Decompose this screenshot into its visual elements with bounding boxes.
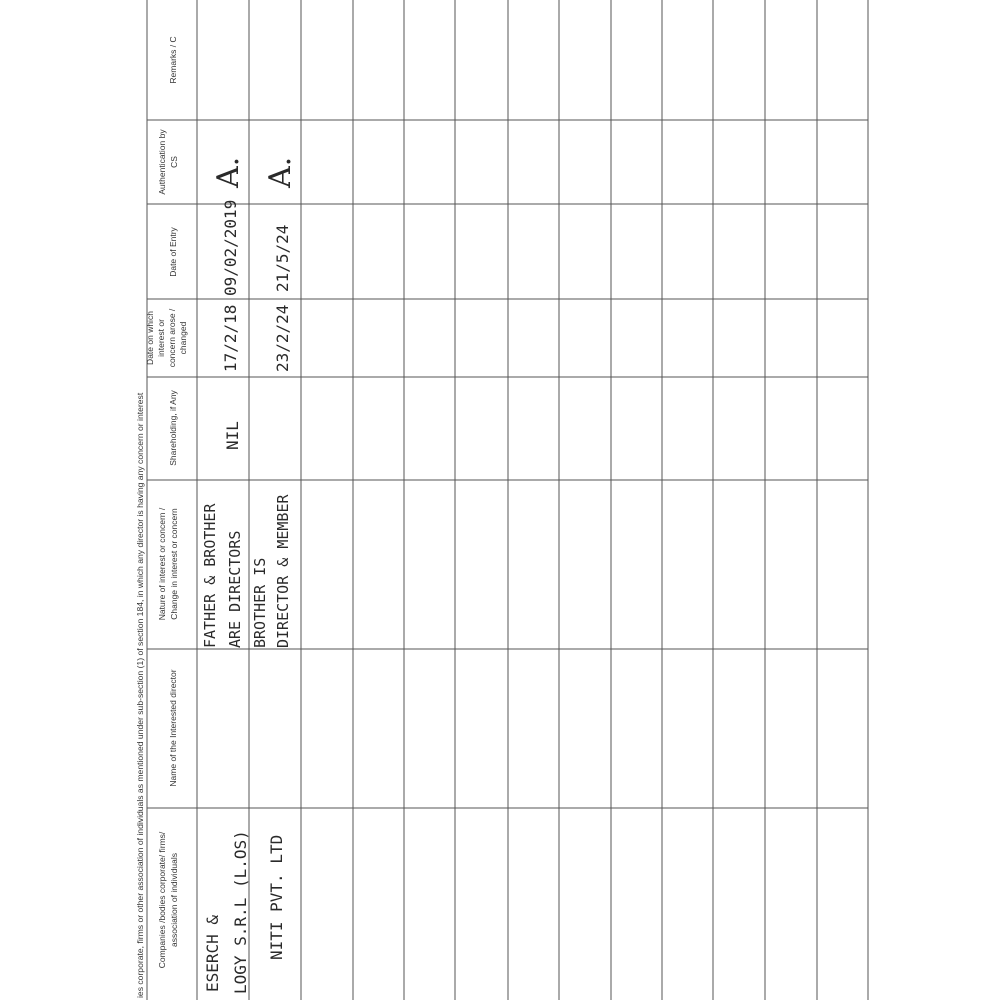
header-date-arose-line-3: concern arose / <box>167 308 177 368</box>
entry-row-2 <box>251 157 298 960</box>
header-date-arose-line-1: Date on which <box>145 311 155 365</box>
entry-1-authentication-signature: A. <box>211 156 246 188</box>
header-authentication-line-1: Authentication by <box>157 129 167 195</box>
table-grid <box>147 0 868 1000</box>
entry-2-authentication-signature: A. <box>263 156 298 188</box>
entry-2-nature-line-1: BROTHER IS <box>251 557 269 648</box>
entry-1-date-entry: 09/02/2019 <box>221 199 240 296</box>
entry-row-1 <box>201 157 250 994</box>
entry-1-nature-line-1: FATHER & BROTHER <box>201 503 219 648</box>
entry-2-nature-line-2: DIRECTOR & MEMBER <box>274 494 292 648</box>
header-companies <box>157 831 179 968</box>
header-date-arose <box>145 308 188 367</box>
header-nature <box>157 507 179 620</box>
header-authentication <box>157 129 179 195</box>
register-caption-group <box>135 392 145 998</box>
header-date-of-entry-line: Date of Entry <box>168 227 178 277</box>
entry-1-nature-line-2: ARE DIRECTORS <box>226 530 244 648</box>
header-date-arose-line-4: changed <box>178 321 188 355</box>
header-nature-line-1: Nature of interest or concern / <box>157 507 167 621</box>
entry-1-date-arose: 17/2/18 <box>221 304 240 372</box>
header-director <box>168 669 178 786</box>
header-director-line: Name of the Interested director <box>168 669 178 787</box>
header-date-of-entry <box>168 226 178 276</box>
entry-2-company-line-1: NITI PVT. LTD <box>267 834 286 960</box>
header-shareholding <box>168 389 178 465</box>
header-companies-line-1: Companies /bodies corporate/ firms/ <box>157 831 167 969</box>
header-date-arose-line-2: interest or <box>156 319 166 357</box>
register-caption: ies corporate, firms or other association of individuals as mentioned under sub-section (1) of section 184, in which any director is having any concern or interest <box>135 392 145 998</box>
header-remarks <box>168 36 178 83</box>
entry-2-date-arose: 23/2/24 <box>273 304 292 372</box>
entry-2-date-entry: 21/5/24 <box>273 224 292 292</box>
header-remarks-line: Remarks / C <box>168 36 178 84</box>
entry-1-shareholding: NIL <box>223 421 242 450</box>
entry-1-company-line-2: LOGY S.R.L (L.OS) <box>231 830 250 994</box>
header-authentication-line-2: CS <box>169 156 179 168</box>
entry-1-company-line-1: ESERCH & <box>203 914 222 992</box>
header-shareholding-line: Shareholding, if Any <box>168 390 178 466</box>
header-companies-line-2: association of individuals <box>169 852 179 948</box>
header-nature-line-2: Change in interest or concern <box>169 508 179 620</box>
